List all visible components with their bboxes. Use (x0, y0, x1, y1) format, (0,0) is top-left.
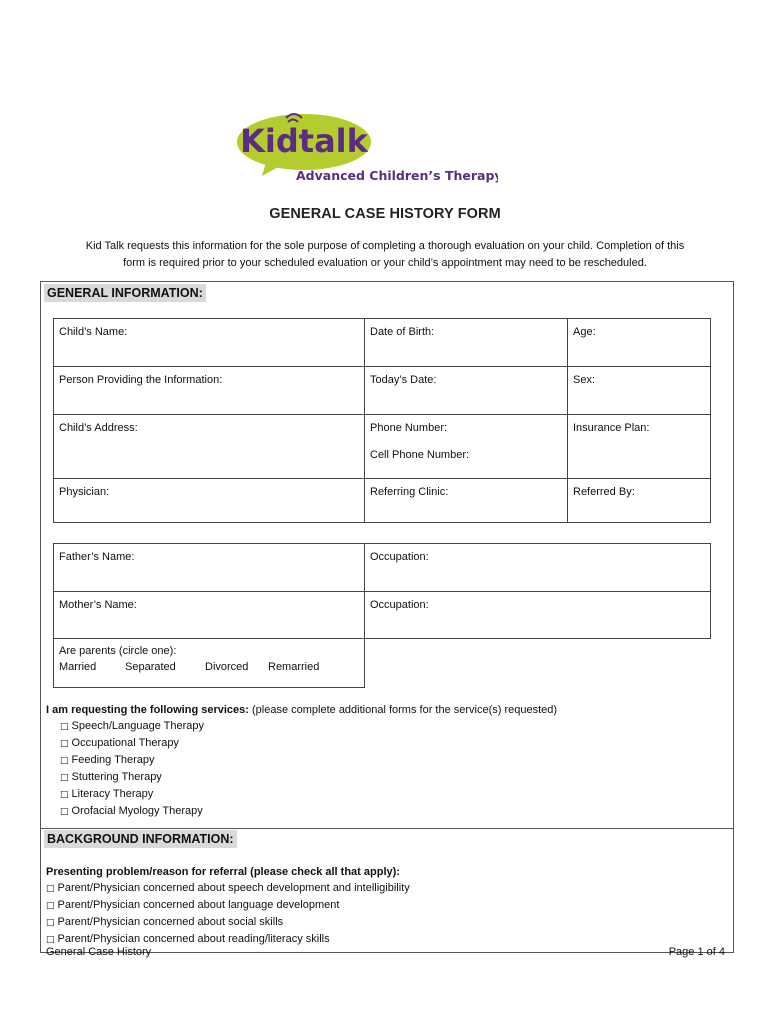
option-separated[interactable]: Separated (125, 661, 176, 673)
cell-phone-label: Cell Phone Number: (370, 449, 470, 461)
empty-cell (365, 639, 711, 688)
kidtalk-logo (236, 112, 498, 188)
referring-clinic-label: Referring Clinic: (370, 486, 449, 498)
referring-clinic-field[interactable] (365, 479, 568, 523)
mother-occupation-field[interactable] (365, 592, 711, 639)
physician-field[interactable] (54, 479, 365, 523)
father-name-label: Father’s Name: (59, 551, 135, 563)
logo-graphic (236, 112, 498, 188)
services-section (46, 702, 557, 820)
mother-occupation-label: Occupation: (370, 599, 429, 611)
phone-label: Phone Number: (370, 422, 448, 434)
referral-social[interactable] (46, 914, 410, 931)
service-feeding[interactable] (46, 752, 557, 769)
sex-label: Sex: (573, 374, 596, 386)
checkbox-icon[interactable]: □ (46, 901, 55, 911)
child-name-label: Child’s Name: (59, 326, 128, 338)
child-info-table (53, 318, 711, 523)
age-label: Age: (573, 326, 596, 338)
services-prompt (46, 702, 557, 718)
mother-name-field[interactable] (54, 592, 365, 639)
referral-label: Parent/Physician concerned about social skills (57, 916, 284, 928)
service-label: Speech/Language Therapy (71, 720, 205, 732)
checkbox-icon[interactable]: □ (46, 918, 55, 928)
general-info-heading: GENERAL INFORMATION: (44, 284, 206, 302)
page-number: Page 1 of 4 (668, 946, 725, 958)
todays-date-label: Today’s Date: (370, 374, 437, 386)
option-divorced[interactable]: Divorced (205, 661, 249, 673)
age-field[interactable] (568, 319, 711, 367)
service-orofacial[interactable] (46, 803, 557, 820)
referred-by-field[interactable] (568, 479, 711, 523)
checkbox-icon[interactable]: □ (60, 807, 69, 817)
parents-status-field (54, 639, 365, 688)
mother-name-label: Mother’s Name: (59, 599, 137, 611)
service-label: Stuttering Therapy (71, 771, 162, 783)
form-body (40, 281, 734, 953)
address-label: Child’s Address: (59, 422, 138, 434)
dob-field[interactable] (365, 319, 568, 367)
todays-date-field[interactable] (365, 367, 568, 415)
services-prompt-rest: (please complete additional forms for the service(s) requested) (248, 704, 558, 716)
services-prompt-bold: I am requesting the following services: (46, 704, 249, 716)
referral-label: Parent/Physician concerned about language development (57, 899, 340, 911)
option-married[interactable]: Married (59, 661, 97, 673)
child-name-field[interactable] (54, 319, 365, 367)
checkbox-icon[interactable]: □ (60, 756, 69, 766)
intro-line-2: form is required prior to your scheduled evaluation or your child’s appointment may need to be rescheduled. (123, 257, 647, 269)
referred-by-label: Referred By: (573, 486, 635, 498)
service-label: Feeding Therapy (71, 754, 155, 766)
service-label: Occupational Therapy (71, 737, 179, 749)
checkbox-icon[interactable]: □ (46, 884, 55, 894)
insurance-label: Insurance Plan: (573, 422, 650, 434)
sex-field[interactable] (568, 367, 711, 415)
dob-label: Date of Birth: (370, 326, 435, 338)
father-name-field[interactable] (54, 544, 365, 592)
intro-text (40, 238, 730, 272)
referral-label: Parent/Physician concerned about speech development and intelligibility (57, 882, 410, 894)
section-divider (41, 828, 733, 829)
informant-field[interactable] (54, 367, 365, 415)
service-speech[interactable] (46, 718, 557, 735)
footer-left: General Case History (46, 946, 152, 958)
service-stuttering[interactable] (46, 769, 557, 786)
form-title: GENERAL CASE HISTORY FORM (269, 206, 501, 222)
informant-label: Person Providing the Information: (59, 374, 223, 386)
parents-status-prompt: Are parents (circle one): (59, 645, 177, 657)
father-occupation-label: Occupation: (370, 551, 429, 563)
insurance-field[interactable] (568, 415, 711, 479)
option-remarried[interactable]: Remarried (268, 661, 320, 673)
background-heading: BACKGROUND INFORMATION: (44, 830, 237, 848)
father-occupation-field[interactable] (365, 544, 711, 592)
logo-wordmark: Kidtalk (240, 122, 368, 160)
checkbox-icon[interactable]: □ (46, 935, 55, 945)
checkbox-icon[interactable]: □ (60, 773, 69, 783)
service-literacy[interactable] (46, 786, 557, 803)
physician-label: Physician: (59, 486, 110, 498)
service-label: Orofacial Myology Therapy (71, 805, 203, 817)
service-occupational[interactable] (46, 735, 557, 752)
service-label: Literacy Therapy (71, 788, 154, 800)
referral-language[interactable] (46, 897, 410, 914)
logo-tagline: Advanced Children’s Therapy (296, 168, 498, 183)
intro-line-1: Kid Talk requests this information for the sole purpose of completing a thorough evaluation on your child. Completion of this (85, 240, 685, 252)
phone-field[interactable] (365, 415, 568, 479)
referral-speech[interactable] (46, 880, 410, 897)
parent-info-table (53, 543, 711, 688)
background-section (46, 864, 410, 948)
checkbox-icon[interactable]: □ (60, 739, 69, 749)
address-field[interactable] (54, 415, 365, 479)
referral-label: Parent/Physician concerned about reading/literacy skills (57, 933, 330, 945)
checkbox-icon[interactable]: □ (60, 790, 69, 800)
referral-prompt: Presenting problem/reason for referral (please check all that apply): (46, 866, 400, 878)
checkbox-icon[interactable]: □ (60, 722, 69, 732)
